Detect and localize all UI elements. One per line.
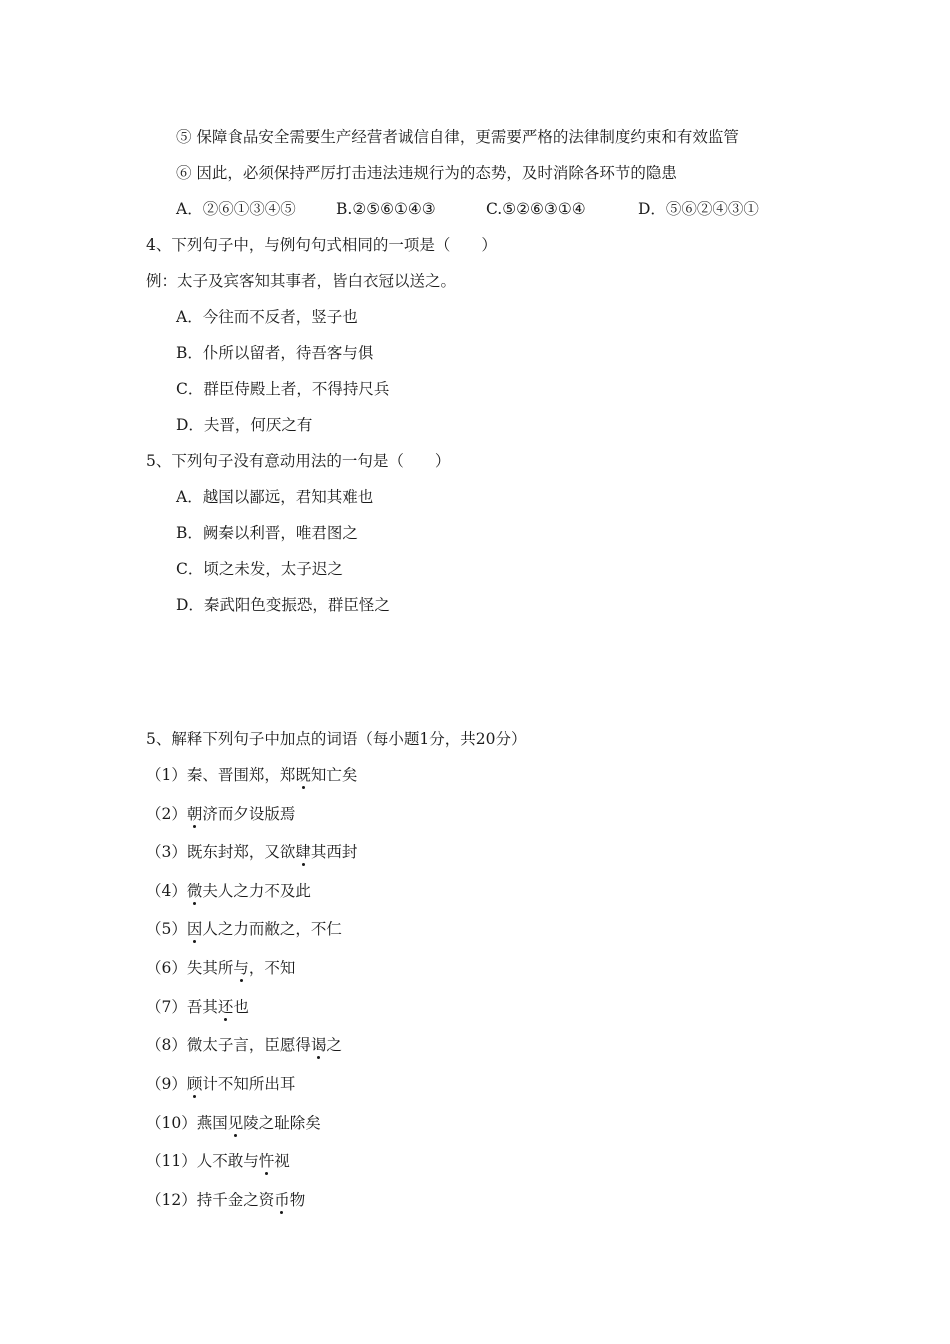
q5a-stem: 5、下列句子没有意动用法的一句是（ ） [146,452,451,470]
item-text-after: 视 [274,1152,290,1170]
q4-example: 例：太子及宾客知其事者，皆白衣冠以送之。 [146,272,457,290]
dotted-word: 与 [233,959,249,977]
item-text-before: （5） [146,920,187,938]
explain-item [146,842,357,862]
explain-item [146,997,249,1017]
item-text-after: 其西封 [310,843,358,861]
q5a-option-d: D．秦武阳色变振恐，群臣怪之 [176,596,390,614]
item-text-before: （2） [146,805,187,823]
q4-stem: 4、下列句子中，与例句句式相同的一项是（ ） [146,236,497,254]
dotted-word: 朝 [186,805,203,823]
q4-option-b: B．仆所以留者，待吾客与俱 [176,344,374,362]
q3-option-c: C.⑤②⑥③①④ [486,200,586,218]
q3-option-d: D．⑤⑥②④③① [638,200,759,218]
item-text-after: 物 [289,1191,306,1209]
item-text-after: 也 [233,998,249,1016]
dotted-word: 币 [274,1191,290,1209]
explain-item [146,1074,295,1094]
explain-item [146,958,295,978]
item-text-before: （3）既东封郑，又欲 [146,843,296,861]
item-text-before: （4） [146,882,187,900]
item-text-before: （7）吾其 [146,998,218,1016]
explain-item [146,1113,321,1133]
item-text-after: 人之力而敝之，不仁 [202,920,342,938]
q5a-option-b: B．阙秦以利晋，唯君图之 [176,524,358,542]
explain-item [146,881,311,901]
item-text-after: ，不知 [248,959,296,977]
item-text-after: 夫人之力不及此 [202,882,311,900]
item-text-before: （11）人不敢与 [146,1152,259,1170]
dotted-word: 既 [295,766,311,784]
item-text-after: 之 [326,1036,342,1054]
q4-option-c: C．群臣侍殿上者，不得持尺兵 [176,380,390,398]
explain-item [146,804,295,824]
dotted-word: 因 [186,920,203,938]
dotted-word: 谒 [310,1036,327,1054]
q4-option-d: D．夫晋，何厌之有 [176,416,313,434]
dotted-word: 微 [186,882,203,900]
explain-item [146,1035,342,1055]
sentence-item-6: ⑥ 因此，必须保持严厉打击违法违规行为的态势，及时消除各环节的隐患 [176,164,677,182]
explain-item [146,919,342,939]
q4-option-a: A．今往而不反者，竖子也 [176,308,358,326]
dotted-word: 顾 [186,1075,203,1093]
item-text-before: （10）燕国 [146,1114,228,1132]
item-text-before: （1）秦、晋围郑，郑 [146,766,296,784]
item-text-after: 陵之耻除矣 [243,1114,321,1132]
dotted-word: 还 [217,998,234,1016]
q5a-option-a: A．越国以鄙远，君知其难也 [176,488,374,506]
dotted-word: 肆 [295,843,311,861]
item-text-after: 计不知所出耳 [202,1075,296,1093]
dotted-word: 忤 [258,1152,275,1170]
item-text-before: （12）持千金之资 [146,1191,275,1209]
item-text-after: 知亡矣 [310,766,358,784]
item-text-before: （6）失其所 [146,959,234,977]
q3-option-a: A．②⑥①③④⑤ [176,200,296,218]
item-text-before: （8）微太子言，臣愿得 [146,1036,311,1054]
q3-option-b: B.②⑤⑥①④③ [336,200,436,218]
explain-item [146,1190,305,1210]
q3-options [176,199,816,219]
explain-item [146,1151,290,1171]
item-text-before: （9） [146,1075,187,1093]
q5a-option-c: C．顷之未发，太子迟之 [176,560,343,578]
q5b-stem: 5、解释下列句子中加点的词语（每小题1分，共20分） [146,730,527,748]
item-text-after: 济而夕设版焉 [202,805,296,823]
explain-item [146,765,357,785]
sentence-item-5: ⑤ 保障食品安全需要生产经营者诚信自律，更需要严格的法律制度约束和有效监管 [176,128,739,146]
dotted-word: 见 [227,1114,244,1132]
